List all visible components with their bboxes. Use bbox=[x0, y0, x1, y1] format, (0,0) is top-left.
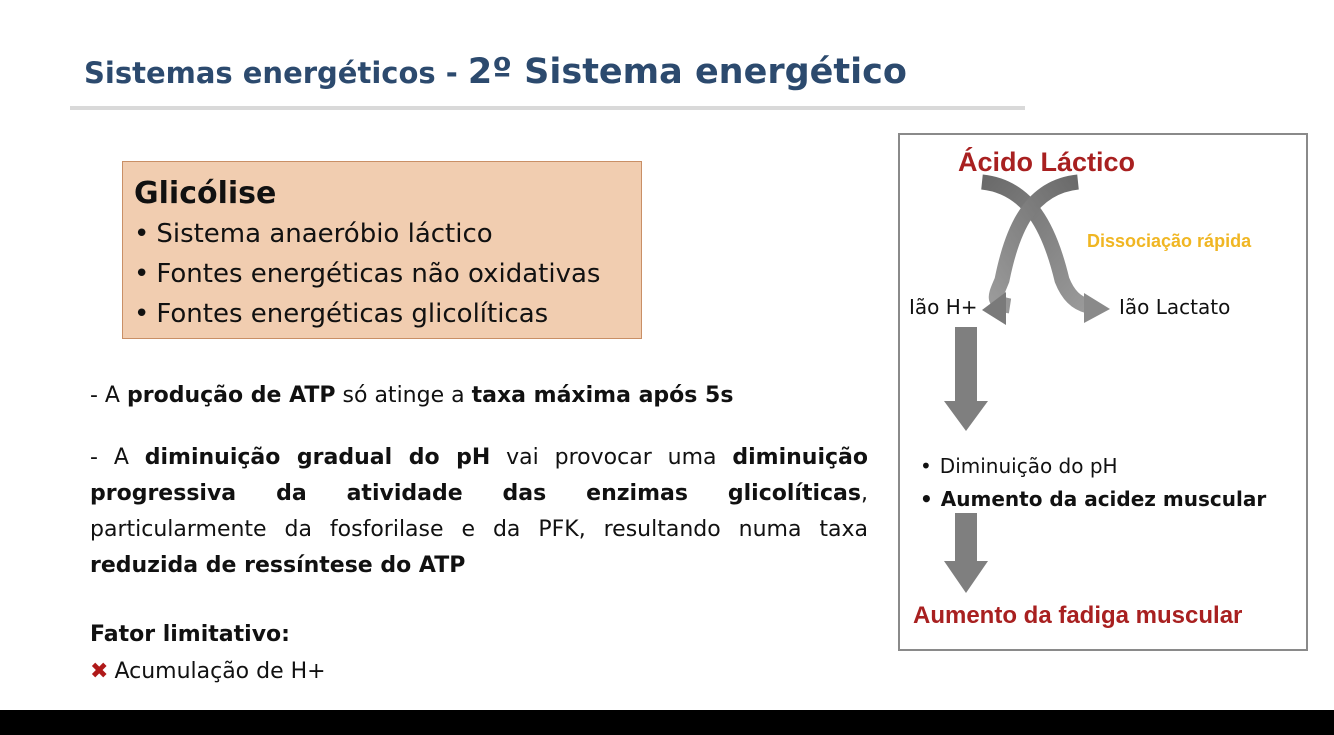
down-arrow-2-shaft bbox=[955, 513, 977, 563]
glicolise-item: • Fontes energéticas não oxidativas bbox=[134, 254, 641, 294]
down-arrow-1-shaft bbox=[955, 327, 977, 403]
fator-limitativo-label: Fator limitativo: bbox=[90, 622, 290, 647]
ph-paragraph bbox=[90, 440, 868, 584]
effects-list bbox=[920, 450, 1266, 516]
text-run: , particularmente da fosforilase e da PFK, resultando numa taxa bbox=[90, 481, 868, 542]
iao-h-label: Ião H+ bbox=[909, 295, 978, 319]
arrowhead-lactato bbox=[1084, 293, 1110, 323]
lactic-acid-diagram bbox=[898, 133, 1308, 651]
title-underline bbox=[70, 106, 1025, 110]
effect-item: • Aumento da acidez muscular bbox=[920, 483, 1266, 516]
x-mark-icon: ✖ bbox=[90, 659, 109, 684]
fator-limitativo-item bbox=[90, 659, 326, 684]
iao-lactato-label: Ião Lactato bbox=[1119, 295, 1231, 319]
title-main: 2º Sistema energético bbox=[467, 52, 907, 92]
effect-item: • Diminuição do pH bbox=[920, 450, 1266, 483]
glicolise-box bbox=[122, 161, 642, 339]
bold-run: diminuição progressiva da atividade das enzimas glicolíticas bbox=[90, 445, 868, 506]
glicolise-list bbox=[134, 214, 641, 334]
bold-run: reduzida de ressíntese do ATP bbox=[90, 553, 466, 578]
down-arrow-2-head bbox=[944, 561, 988, 593]
glicolise-item: • Fontes energéticas glicolíticas bbox=[134, 294, 641, 334]
slide-title bbox=[84, 52, 907, 92]
glicolise-item: • Sistema anaeróbio láctico bbox=[134, 214, 641, 254]
bold-run: produção de ATP bbox=[126, 383, 336, 408]
bold-run: taxa máxima após 5s bbox=[471, 383, 734, 408]
text-run: vai provocar uma bbox=[490, 445, 733, 470]
text-run: só atinge a bbox=[335, 383, 472, 408]
text-run: - A bbox=[90, 445, 145, 470]
fadiga-label: Aumento da fadiga muscular bbox=[913, 602, 1243, 629]
diagram-arrows bbox=[900, 135, 1306, 649]
fator-item-text: Acumulação de H+ bbox=[114, 659, 326, 684]
bold-run: diminuição gradual do pH bbox=[144, 445, 491, 470]
atp-production-paragraph bbox=[90, 383, 733, 408]
dissociacao-label: Dissociação rápida bbox=[1087, 231, 1252, 251]
acido-lactico-label: Ácido Láctico bbox=[958, 147, 1136, 177]
glicolise-heading: Glicólise bbox=[134, 176, 277, 211]
title-prefix: Sistemas energéticos - bbox=[84, 56, 468, 90]
text-run: - A bbox=[90, 383, 127, 408]
bottom-bar bbox=[0, 710, 1334, 735]
down-arrow-1-head bbox=[944, 401, 988, 431]
